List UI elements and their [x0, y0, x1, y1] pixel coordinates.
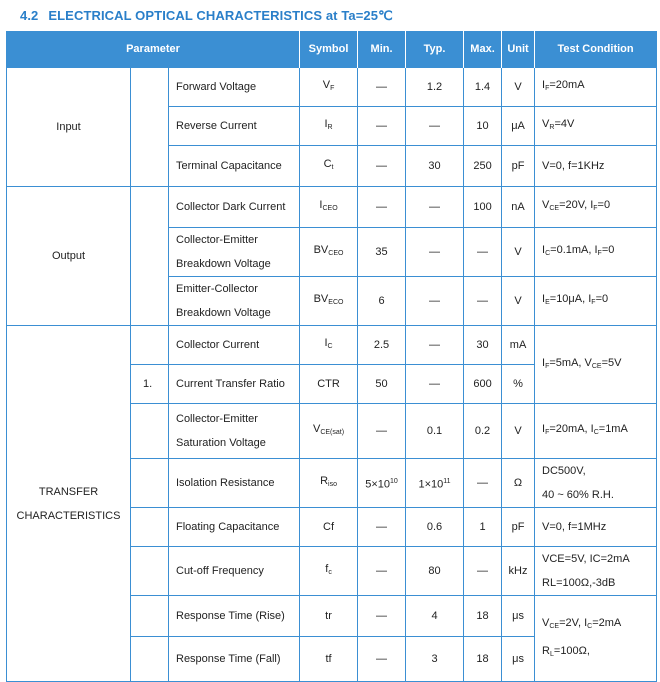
max-cell: 1: [464, 508, 502, 547]
typ-cell: 30: [406, 146, 464, 187]
symbol-cell: tr: [300, 596, 358, 637]
max-cell: 0.2: [464, 404, 502, 459]
max-cell: 600: [464, 365, 502, 404]
min-cell: —: [358, 146, 406, 187]
max-cell: —: [464, 228, 502, 277]
table-row: [7, 68, 657, 107]
min-cell: —: [358, 107, 406, 146]
condition-cell: VCE=5V, IC=2mA RL=100Ω,-3dB: [535, 547, 657, 596]
typ-cell: —: [406, 326, 464, 365]
symbol-cell: Cf: [300, 508, 358, 547]
unit-cell: mA: [502, 326, 535, 365]
min-cell: —: [358, 547, 406, 596]
condition-cell: $V_{CE}=2V$, $I_C=2mA$ $R_L=100\Omega$,: [535, 596, 657, 682]
header-parameter: Parameter: [7, 31, 300, 68]
condition-cell: $V_{CE}=20V$, $I_F=0$: [535, 187, 657, 228]
typ-cell: —: [406, 187, 464, 228]
unit-cell: %: [502, 365, 535, 404]
group-input: Input: [7, 68, 131, 187]
max-cell: 30: [464, 326, 502, 365]
symbol-cell: $V_{CE(sat)}$: [300, 404, 358, 459]
num-cell: 1.: [131, 365, 169, 404]
min-cell: —: [358, 187, 406, 228]
symbol-cell: $I_R$: [300, 107, 358, 146]
num-cell: [131, 404, 169, 459]
condition-cell: $I_C=0.1mA$, $I_F=0$: [535, 228, 657, 277]
min-cell: —: [358, 637, 406, 682]
unit-cell: V: [502, 68, 535, 107]
param-cell: Emitter-Collector Breakdown Voltage: [169, 277, 300, 326]
unit-cell: pF: [502, 508, 535, 547]
min-cell: —: [358, 596, 406, 637]
unit-cell: V: [502, 277, 535, 326]
unit-cell: μs: [502, 637, 535, 682]
max-cell: 18: [464, 596, 502, 637]
header-unit: Unit: [502, 31, 535, 68]
table-row: [7, 326, 657, 365]
header-min: Min.: [358, 31, 406, 68]
header-row: [7, 31, 657, 68]
unit-cell: V: [502, 228, 535, 277]
table-row: [7, 187, 657, 228]
max-cell: 1.4: [464, 68, 502, 107]
symbol-cell: CTR: [300, 365, 358, 404]
section-number: 4.2: [20, 8, 39, 23]
param-cell: Floating Capacitance: [169, 508, 300, 547]
unit-cell: Ω: [502, 459, 535, 508]
min-cell: —: [358, 404, 406, 459]
characteristics-table: [6, 31, 657, 682]
header-max: Max.: [464, 31, 502, 68]
section-title-text: ELECTRICAL OPTICAL CHARACTERISTICS at Ta=25℃: [48, 8, 393, 23]
section-title: [20, 8, 393, 24]
num-cell: [131, 547, 169, 596]
group-output: Output: [7, 187, 131, 326]
condition-cell: $I_F=5mA$, $V_{CE}=5V$: [535, 326, 657, 404]
unit-cell: pF: [502, 146, 535, 187]
typ-cell: —: [406, 228, 464, 277]
max-cell: 250: [464, 146, 502, 187]
num-cell: [131, 68, 169, 187]
max-cell: 18: [464, 637, 502, 682]
header-typ: Typ.: [406, 31, 464, 68]
num-cell: [131, 637, 169, 682]
header-symbol: Symbol: [300, 31, 358, 68]
param-cell: Collector Current: [169, 326, 300, 365]
min-cell: —: [358, 68, 406, 107]
typ-cell: 0.1: [406, 404, 464, 459]
header-condition: Test Condition: [535, 31, 657, 68]
condition-cell: $I_F=20mA$: [535, 68, 657, 107]
param-cell: Collector-Emitter Saturation Voltage: [169, 404, 300, 459]
num-cell: [131, 326, 169, 365]
max-cell: —: [464, 547, 502, 596]
symbol-cell: $BV_{ECO}$: [300, 277, 358, 326]
num-cell: [131, 508, 169, 547]
typ-cell: —: [406, 277, 464, 326]
num-cell: [131, 596, 169, 637]
unit-cell: V: [502, 404, 535, 459]
min-cell: —: [358, 508, 406, 547]
num-cell: [131, 459, 169, 508]
symbol-cell: $I_{CEO}$: [300, 187, 358, 228]
param-cell: Terminal Capacitance: [169, 146, 300, 187]
symbol-cell: $BV_{CEO}$: [300, 228, 358, 277]
param-cell: Collector Dark Current: [169, 187, 300, 228]
typ-cell: —: [406, 107, 464, 146]
symbol-cell: $I_C$: [300, 326, 358, 365]
unit-cell: nA: [502, 187, 535, 228]
condition-cell: V=0, f=1MHz: [535, 508, 657, 547]
min-cell: 50: [358, 365, 406, 404]
param-cell: Reverse Current: [169, 107, 300, 146]
max-cell: —: [464, 459, 502, 508]
condition-cell: DC500V, 40 ~ 60% R.H.: [535, 459, 657, 508]
unit-cell: kHz: [502, 547, 535, 596]
min-cell: 6: [358, 277, 406, 326]
param-cell: Forward Voltage: [169, 68, 300, 107]
condition-cell: $I_F=20mA$, $I_C=1mA$: [535, 404, 657, 459]
param-cell: Response Time (Fall): [169, 637, 300, 682]
num-cell: [131, 187, 169, 326]
typ-cell: —: [406, 365, 464, 404]
condition-cell: $V_R=4V$: [535, 107, 657, 146]
param-cell: Isolation Resistance: [169, 459, 300, 508]
max-cell: 10: [464, 107, 502, 146]
max-cell: 100: [464, 187, 502, 228]
param-cell: Current Transfer Ratio: [169, 365, 300, 404]
unit-cell: μA: [502, 107, 535, 146]
typ-cell: 80: [406, 547, 464, 596]
typ-cell: 0.6: [406, 508, 464, 547]
typ-cell: $1\times 10^{11}$: [406, 459, 464, 508]
param-cell: Response Time (Rise): [169, 596, 300, 637]
min-cell: $5\times 10^{10}$: [358, 459, 406, 508]
min-cell: 35: [358, 228, 406, 277]
typ-cell: 3: [406, 637, 464, 682]
symbol-cell: $V_F$: [300, 68, 358, 107]
symbol-cell: $f_c$: [300, 547, 358, 596]
unit-cell: μs: [502, 596, 535, 637]
typ-cell: 4: [406, 596, 464, 637]
param-cell: Collector-Emitter Breakdown Voltage: [169, 228, 300, 277]
condition-cell: V=0, f=1KHz: [535, 146, 657, 187]
condition-cell: $I_E=10\mu A$, $I_F=0$: [535, 277, 657, 326]
group-transfer: TRANSFER CHARACTERISTICS: [7, 326, 131, 682]
symbol-cell: tf: [300, 637, 358, 682]
typ-cell: 1.2: [406, 68, 464, 107]
min-cell: 2.5: [358, 326, 406, 365]
symbol-cell: $R_{iso}$: [300, 459, 358, 508]
param-cell: Cut-off Frequency: [169, 547, 300, 596]
max-cell: —: [464, 277, 502, 326]
symbol-cell: $C_t$: [300, 146, 358, 187]
